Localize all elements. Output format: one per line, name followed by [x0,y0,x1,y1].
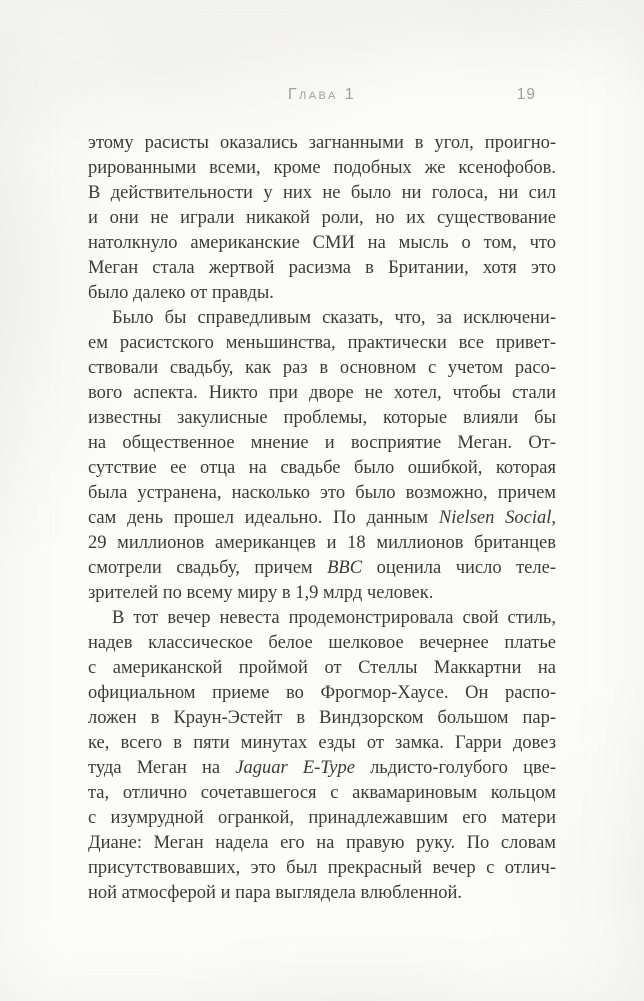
text-line [88,431,556,456]
text-line [88,481,556,506]
text-segment: 29 миллионов американцев и 18 миллионов британцев [88,533,556,553]
text-segment: Меган стала жертвой расизма в Британии, хотя это [88,258,556,278]
text-segment: ствовали свадьбу, как раз в основном с учетом расо- [88,358,556,378]
text-line [88,356,556,381]
text-line [88,606,556,631]
text-segment: официальном приеме во Фрогмор-Хаусе. Он распо- [88,683,556,703]
text-segment: В действительности у них не было ни голоса, ни сил [88,183,556,203]
paragraph [88,306,556,606]
text-line [88,831,556,856]
text-line [88,631,556,656]
paragraph [88,131,556,306]
text-segment: и они не играли никакой роли, но их существование [88,208,556,228]
text-segment: та, отлично сочетавшегося с аквамариновым кольцом [88,783,556,803]
text-segment: с изумрудной огранкой, принадлежавшим его матери [88,808,556,828]
text-line [88,406,556,431]
text-segment: рированными всеми, кроме подобных же ксенофобов. [88,158,556,178]
text-segment: ке, всего в пяти минутах езды от замка. Гарри довез [88,733,556,753]
text-segment: Было бы справедливым сказать, что, за исключени- [112,308,556,328]
text-line [88,781,556,806]
text-segment: ложен в Краун-Эстейт в Виндзорском большом пар- [88,708,556,728]
text-segment: сам день прошел идеально. По данным [88,508,439,528]
text-line [88,256,556,281]
text-segment: зрителей по всему миру в 1,9 млрд человек. [88,583,434,603]
text-line [88,231,556,256]
text-segment: на общественное мнение и восприятие Меган. От- [88,433,556,453]
text-segment: оценила число теле- [362,558,556,578]
text-line [88,131,556,156]
text-line [88,531,556,556]
text-line [88,706,556,731]
text-segment: присутствовавших, это был прекрасный вечер с отлич- [88,858,556,878]
italic-text: BBC [327,558,363,578]
text-segment: известны закулисные проблемы, которые влияли бы [88,408,556,428]
text-segment: Диане: Меган надела его на правую руку. По словам [88,833,556,853]
text-segment: натолкнуло американские СМИ на мысль о том, что [88,233,556,253]
text-segment: В тот вечер невеста продемонстрировала свой стиль, [112,608,556,628]
text-segment: этому расисты оказались загнанными в угол, проигно- [88,133,556,153]
text-line [88,881,556,906]
text-line [88,656,556,681]
italic-text: Jaguar E-Type [235,758,355,778]
italic-text: Nielsen Social [438,508,552,528]
text-segment: ем расистского меньшинства, практически все привет- [88,333,556,353]
chapter-heading: Глава 1 [287,86,357,103]
text-line [88,581,556,606]
text-line [88,381,556,406]
text-line [88,156,556,181]
text-line [88,856,556,881]
page-header [88,86,556,104]
page-content [88,86,556,906]
text-line [88,806,556,831]
text-line [88,756,556,781]
text-segment: надев классическое белое шелковое вечернее платье [88,633,556,653]
text-segment: была устранена, насколько это было возможно, причем [88,483,556,503]
text-line [88,181,556,206]
page-number: 19 [516,86,536,103]
text-line [88,731,556,756]
text-segment: туда Меган на [88,758,236,778]
text-segment: льдисто-голубого цве- [354,758,556,778]
text-line [88,306,556,331]
text-segment: ной атмосферой и пара выглядела влюбленной. [88,883,463,903]
paragraph [88,606,556,906]
text-line [88,556,556,581]
text-segment: смотрели свадьбу, причем [88,558,328,578]
text-line [88,206,556,231]
text-line [88,281,556,306]
text-line [88,456,556,481]
text-segment: было далеко от правды. [88,283,274,303]
text-line [88,506,556,531]
text-segment: сутствие ее отца на свадьбе было ошибкой, которая [88,458,556,478]
text-segment: с американской проймой от Стеллы Маккартни на [88,658,556,678]
text-line [88,681,556,706]
text-segment: вого аспекта. Никто при дворе не хотел, чтобы стали [88,383,556,403]
text-line [88,331,556,356]
page-body-text [88,131,556,906]
text-segment: , [551,508,556,528]
